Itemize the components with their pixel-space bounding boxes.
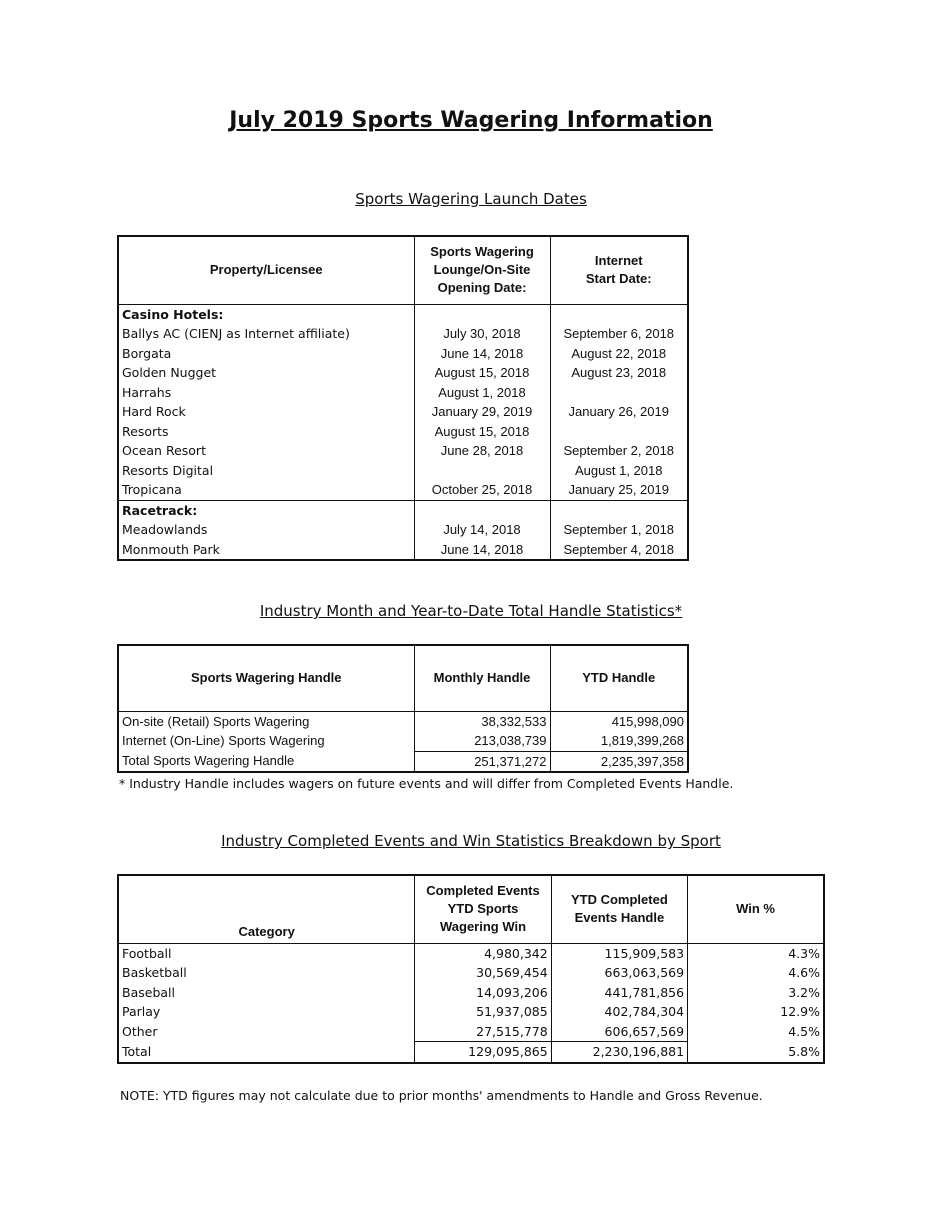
table-row	[118, 480, 688, 500]
handle-heading: Industry Month and Year-to-Date Total Handle Statistics*	[259, 602, 683, 620]
col-header-ytd-win	[415, 875, 551, 943]
completed-events-table	[117, 874, 825, 1064]
table-row	[118, 731, 688, 751]
table-row	[118, 363, 688, 383]
handle-label: Total Sports Wagering Handle	[122, 753, 295, 769]
group-label: Racetrack:	[118, 500, 414, 520]
internet-date: August 1, 2018	[550, 461, 688, 481]
win-percent: 4.6%	[688, 963, 824, 983]
internet-date: September 4, 2018	[550, 540, 688, 561]
onsite-date: August 15, 2018	[414, 422, 550, 442]
col-header-internet-date	[550, 236, 688, 304]
onsite-date: July 30, 2018	[414, 324, 550, 344]
handle-footnote: * Industry Handle includes wagers on future events and will differ from Completed Events Handle.	[119, 776, 734, 791]
category-name: Basketball	[122, 965, 187, 980]
group-label: Casino Hotels:	[122, 306, 224, 322]
total-row	[118, 751, 688, 772]
internet-date: August 22, 2018	[550, 344, 688, 364]
group-header-row	[118, 500, 688, 520]
property-name: Ocean Resort	[122, 443, 206, 458]
handle-value: 606,657,569	[551, 1022, 687, 1042]
win-value: 27,515,778	[415, 1022, 551, 1042]
group-header-row	[118, 304, 688, 324]
header-line: Start Date:	[585, 271, 652, 287]
property-name: Resorts	[122, 423, 169, 439]
completed-heading: Industry Completed Events and Win Statistics Breakdown by Sport	[221, 832, 721, 850]
table-row	[118, 461, 688, 481]
table-row	[118, 441, 688, 461]
table-row	[118, 963, 824, 983]
internet-date: September 2, 2018	[550, 441, 688, 461]
property-name: Resorts Digital	[122, 462, 214, 478]
table-row	[118, 1022, 824, 1042]
win-percent: 4.5%	[688, 1022, 824, 1042]
header-line: Lounge/On-Site	[433, 262, 531, 278]
onsite-date: June 28, 2018	[414, 441, 550, 461]
onsite-date: October 25, 2018	[414, 480, 550, 500]
win-value: 129,095,865	[415, 1042, 551, 1063]
property-name: Meadowlands	[122, 522, 208, 537]
monthly-value: 38,332,533	[414, 711, 550, 731]
win-percent: 5.8%	[688, 1042, 824, 1063]
win-value: 14,093,206	[415, 983, 551, 1003]
table-row	[118, 540, 688, 561]
category-name: Total	[122, 1043, 152, 1059]
col-header-property: Property/Licensee	[118, 236, 414, 304]
property-name: Monmouth Park	[122, 541, 220, 557]
internet-date: September 1, 2018	[550, 520, 688, 540]
onsite-date: August 15, 2018	[414, 363, 550, 383]
category-name: Football	[122, 945, 172, 961]
internet-date: January 26, 2019	[550, 402, 688, 422]
handle-value: 663,063,569	[551, 963, 687, 983]
win-value: 51,937,085	[415, 1002, 551, 1022]
header-line: Events Handle	[574, 910, 665, 926]
table-row	[118, 1002, 824, 1022]
col-header-ytd-handle	[551, 875, 687, 943]
col-header-ytd: YTD Handle	[550, 645, 688, 711]
table-row	[118, 344, 688, 364]
win-percent: 3.2%	[688, 983, 824, 1003]
total-row	[118, 1042, 824, 1063]
header-line: Opening Date:	[437, 280, 527, 296]
table-row	[118, 422, 688, 442]
handle-value: 402,784,304	[551, 1002, 687, 1022]
launch-dates-table	[117, 235, 689, 561]
handle-label: Internet (On-Line) Sports Wagering	[122, 733, 325, 749]
col-header-monthly: Monthly Handle	[414, 645, 550, 711]
col-header-handle-type: Sports Wagering Handle	[118, 645, 414, 711]
handle-label: On-site (Retail) Sports Wagering	[122, 713, 310, 729]
table-row	[118, 520, 688, 540]
onsite-date: June 14, 2018	[414, 540, 550, 561]
category-name: Parlay	[122, 1004, 161, 1019]
table-row	[118, 402, 688, 422]
property-name: Borgata	[122, 345, 172, 361]
ytd-value: 2,235,397,358	[550, 751, 688, 772]
header-line: YTD Sports	[447, 901, 519, 917]
header-line: YTD Completed	[570, 892, 668, 908]
table-row	[118, 943, 824, 963]
header-line: Sports Wagering	[430, 244, 534, 260]
table-row	[118, 711, 688, 731]
ytd-value: 415,998,090	[550, 711, 688, 731]
internet-date	[550, 422, 688, 442]
header-line: Wagering Win	[439, 919, 527, 935]
handle-table	[117, 644, 689, 773]
ytd-note: NOTE: YTD figures may not calculate due to prior months' amendments to Handle and Gross Revenue.	[120, 1088, 763, 1103]
onsite-date: July 14, 2018	[414, 520, 550, 540]
win-value: 4,980,342	[415, 943, 551, 963]
table-row	[118, 324, 688, 344]
property-name: Harrahs	[122, 384, 172, 400]
property-name: Golden Nugget	[122, 365, 217, 380]
table-row	[118, 983, 824, 1003]
onsite-date: August 1, 2018	[414, 383, 550, 403]
header-line: Completed Events	[426, 883, 540, 899]
win-percent: 12.9%	[688, 1002, 824, 1022]
property-name: Hard Rock	[122, 404, 186, 419]
page-title: July 2019 Sports Wagering Information	[229, 108, 713, 133]
internet-date: January 25, 2019	[550, 480, 688, 500]
property-name: Ballys AC (CIENJ as Internet affiliate)	[122, 326, 350, 341]
internet-date: August 23, 2018	[550, 363, 688, 383]
handle-value: 441,781,856	[551, 983, 687, 1003]
handle-value: 2,230,196,881	[551, 1042, 687, 1063]
win-value: 30,569,454	[415, 963, 551, 983]
internet-date	[550, 383, 688, 403]
col-header-onsite-date	[414, 236, 550, 304]
category-name: Other	[122, 1023, 158, 1039]
onsite-date	[414, 461, 550, 481]
col-header-category: Category	[118, 875, 415, 943]
monthly-value: 213,038,739	[414, 731, 550, 751]
onsite-date: June 14, 2018	[414, 344, 550, 364]
internet-date: September 6, 2018	[550, 324, 688, 344]
category-name: Baseball	[122, 984, 175, 1000]
property-name: Tropicana	[122, 482, 182, 497]
header-line: Internet	[594, 253, 643, 269]
win-percent: 4.3%	[688, 943, 824, 963]
handle-value: 115,909,583	[551, 943, 687, 963]
ytd-value: 1,819,399,268	[550, 731, 688, 751]
table-row	[118, 383, 688, 403]
col-header-win-pct: Win %	[688, 875, 824, 943]
onsite-date: January 29, 2019	[414, 402, 550, 422]
launch-dates-heading: Sports Wagering Launch Dates	[355, 190, 587, 208]
monthly-value: 251,371,272	[414, 751, 550, 772]
